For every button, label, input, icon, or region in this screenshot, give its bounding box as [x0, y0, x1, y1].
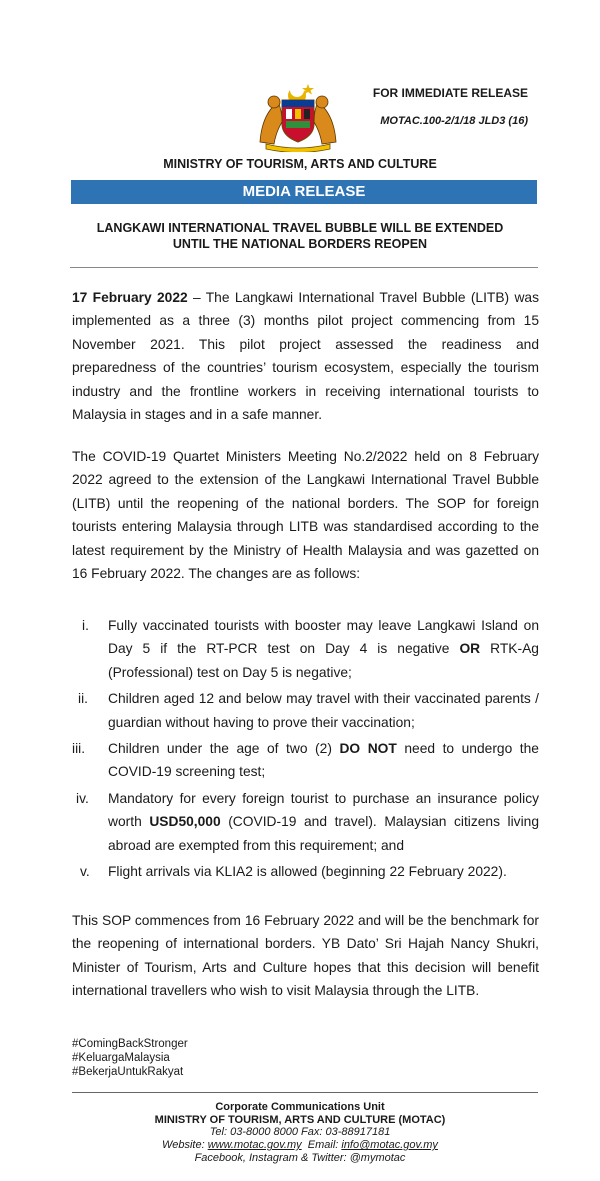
sop-changes-list — [72, 614, 539, 886]
list-item-text: Fully vaccinated tourists with booster may leave Langkawi Island on Day 5 if the RT-PCR test on Day 4 is negative — [108, 618, 539, 657]
hashtag: #KeluargaMalaysia — [72, 1052, 170, 1064]
list-item-text: Children aged 12 and below may travel with their vaccinated parents / guardian without having to prove their vaccination; — [108, 691, 539, 730]
list-item-number: ii. — [78, 691, 88, 707]
media-release-banner: MEDIA RELEASE — [71, 180, 537, 204]
footer-divider — [72, 1092, 538, 1093]
website-link[interactable]: www.motac.gov.my — [207, 1139, 302, 1152]
hashtag: #BekerjaUntukRakyat — [72, 1066, 184, 1078]
list-item-number: iii. — [72, 741, 86, 757]
list-item-text: need to undergo the COVID-19 screening test; — [108, 741, 539, 780]
footer-ministry: MINISTRY OF TOURISM, ARTS AND CULTURE (MOTAC) — [154, 1113, 446, 1126]
release-label: FOR IMMEDIATE RELEASE — [372, 86, 528, 100]
paragraph-closing: This SOP commences from 16 February 2022 and will be the benchmark for the reopening of international borders. YB Dato’ Sri Hajah Nancy Shukri, Minister of Tourism, Arts and Culture hopes that this decision will benefit international travellers who wish to visit Malaysia through the LITB. — [72, 913, 539, 999]
malaysia-coat-of-arms-icon — [252, 80, 344, 152]
footer-unit: Corporate Communications Unit — [215, 1101, 385, 1113]
release-date: 17 February 2022 — [72, 290, 188, 305]
ministry-name: MINISTRY OF TOURISM, ARTS AND CULTURE — [163, 157, 437, 171]
list-item-text: Flight arrivals via KLIA2 is allowed (beginning 22 February 2022). — [108, 864, 507, 880]
paragraph-intro — [72, 286, 539, 426]
list-item — [72, 787, 539, 857]
list-item-emphasis: OR — [459, 641, 481, 657]
headline — [50, 220, 550, 252]
divider — [70, 267, 538, 268]
footer-contact: Tel: 03-8000 8000 Fax: 03-88917181 — [209, 1126, 391, 1139]
list-item — [72, 737, 539, 784]
list-item-text: Children under the age of two (2) — [108, 741, 340, 757]
list-item-text: (COVID-19 and travel). Malaysian citizens living abroad are exempted from this requirement; and — [108, 814, 539, 853]
hashtag: #ComingBackStronger — [72, 1038, 188, 1050]
paragraph-sop: The COVID-19 Quartet Ministers Meeting No.2/2022 held on 8 February 2022 agreed to the extension of the Langkawi International Travel Bubble (LITB) until the reopening of the national borders. The SOP for foreign tourists entering Malaysia through LITB was standardised according to the latest requirement by the Ministry of Health Malaysia and was gazetted on 16 February 2022. The changes are as follows: — [72, 449, 539, 582]
hashtags — [72, 1037, 188, 1079]
list-item-number: iv. — [76, 790, 89, 806]
headline-line-1: LANGKAWI INTERNATIONAL TRAVEL BUBBLE WILL BE EXTENDED — [96, 221, 504, 235]
footer-social: Facebook, Instagram & Twitter: @mymotac — [194, 1151, 406, 1164]
footer-web-email — [0, 1139, 600, 1152]
website-label: Website: — [162, 1139, 208, 1152]
list-item — [72, 614, 539, 684]
list-item-text: Mandatory for every foreign tourist to purchase an insurance policy worth — [108, 790, 539, 830]
paragraph-intro-text: – The Langkawi International Travel Bubble (LITB) was implemented as a three (3) months pilot project commencing from 15 November 2021. This pilot project assessed the readiness and preparedness of the countries’ tourism ecosystem, especially the tourism industry and the frontline workers in receiving international tourists to Malaysia in stages and in a safe manner. — [72, 290, 539, 423]
headline-line-2: UNTIL THE NATIONAL BORDERS REOPEN — [172, 237, 428, 251]
footer — [0, 1101, 600, 1165]
list-item — [72, 687, 539, 734]
list-item-number: v. — [80, 864, 90, 880]
list-item — [72, 860, 539, 883]
list-item-emphasis: USD50,000 — [149, 814, 221, 830]
list-item-number: i. — [82, 618, 89, 633]
email-link[interactable]: info@motac.gov.my — [341, 1139, 438, 1152]
list-item-text: RTK-Ag (Professional) test on Day 5 is negative; — [108, 641, 539, 680]
email-label: Email: — [301, 1139, 342, 1152]
reference-number: MOTAC.100-2/1/18 JLD3 (16) — [380, 115, 528, 127]
list-item-emphasis: DO NOT — [339, 741, 397, 757]
